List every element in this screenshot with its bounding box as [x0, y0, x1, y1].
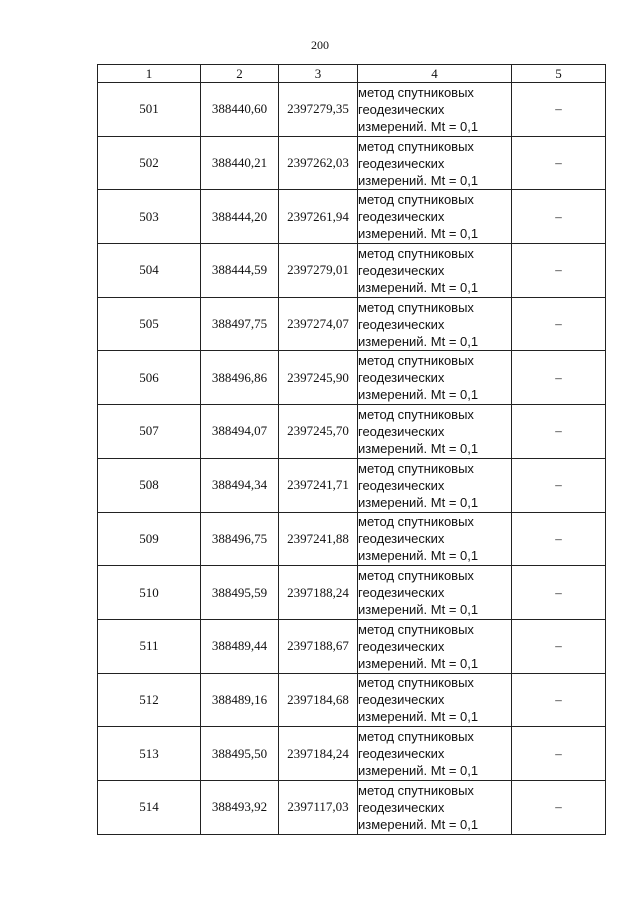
- method-cell: [358, 673, 512, 727]
- method-cell: [358, 405, 512, 459]
- method-line: геодезических: [358, 531, 445, 547]
- point-number-cell: 508: [98, 458, 201, 512]
- header-col-1: 1: [98, 65, 201, 83]
- method-cell: [358, 83, 512, 137]
- y-coordinate-cell: 2397279,01: [279, 244, 358, 298]
- method-cell: [358, 619, 512, 673]
- method-line: измерений. Mt = 0,1: [358, 709, 479, 725]
- method-line: метод спутниковых: [358, 406, 474, 422]
- x-coordinate-cell: 388494,34: [201, 458, 279, 512]
- point-number-cell: 510: [98, 566, 201, 620]
- coordinates-table: [97, 64, 606, 835]
- x-coordinate-cell: 388496,75: [201, 512, 279, 566]
- method-cell: [358, 458, 512, 512]
- method-line: измерений. Mt = 0,1: [358, 279, 479, 295]
- x-coordinate-cell: 388497,75: [201, 297, 279, 351]
- x-coordinate-cell: 388444,59: [201, 244, 279, 298]
- point-number-cell: 504: [98, 244, 201, 298]
- y-coordinate-cell: 2397245,70: [279, 405, 358, 459]
- table-row: [98, 405, 606, 459]
- method-line: измерений. Mt = 0,1: [358, 816, 479, 832]
- method-cell: [358, 512, 512, 566]
- x-coordinate-cell: 388440,60: [201, 83, 279, 137]
- method-line: метод спутниковых: [358, 84, 474, 100]
- y-coordinate-cell: 2397241,71: [279, 458, 358, 512]
- method-line: измерений. Mt = 0,1: [358, 440, 479, 456]
- point-number-cell: 506: [98, 351, 201, 405]
- method-line: измерений. Mt = 0,1: [358, 548, 479, 564]
- y-coordinate-cell: 2397184,24: [279, 727, 358, 781]
- method-line: геодезических: [358, 638, 445, 654]
- point-number-cell: 511: [98, 619, 201, 673]
- method-cell: [358, 780, 512, 834]
- x-coordinate-cell: 388496,86: [201, 351, 279, 405]
- table-row: [98, 136, 606, 190]
- method-line: геодезических: [358, 155, 445, 171]
- y-coordinate-cell: 2397245,90: [279, 351, 358, 405]
- method-line: измерений. Mt = 0,1: [358, 172, 479, 188]
- method-line: измерений. Mt = 0,1: [358, 387, 479, 403]
- point-number-cell: 513: [98, 727, 201, 781]
- dash-cell: –: [512, 727, 606, 781]
- method-line: измерений. Mt = 0,1: [358, 602, 479, 618]
- x-coordinate-cell: 388495,59: [201, 566, 279, 620]
- method-line: геодезических: [358, 423, 445, 439]
- dash-cell: –: [512, 512, 606, 566]
- method-line: метод спутниковых: [358, 460, 474, 476]
- x-coordinate-cell: 388444,20: [201, 190, 279, 244]
- table-row: [98, 780, 606, 834]
- method-line: геодезических: [358, 692, 445, 708]
- table-header-row: [98, 65, 606, 83]
- method-cell: [358, 566, 512, 620]
- y-coordinate-cell: 2397188,24: [279, 566, 358, 620]
- method-line: геодезических: [358, 262, 445, 278]
- y-coordinate-cell: 2397117,03: [279, 780, 358, 834]
- method-cell: [358, 136, 512, 190]
- point-number-cell: 509: [98, 512, 201, 566]
- method-cell: [358, 190, 512, 244]
- dash-cell: –: [512, 244, 606, 298]
- table-row: [98, 727, 606, 781]
- method-line: метод спутниковых: [358, 675, 474, 691]
- method-line: метод спутниковых: [358, 621, 474, 637]
- table-row: [98, 297, 606, 351]
- method-line: геодезических: [358, 209, 445, 225]
- header-col-3: 3: [279, 65, 358, 83]
- point-number-cell: 514: [98, 780, 201, 834]
- y-coordinate-cell: 2397188,67: [279, 619, 358, 673]
- method-line: измерений. Mt = 0,1: [358, 494, 479, 510]
- dash-cell: –: [512, 351, 606, 405]
- method-line: метод спутниковых: [358, 568, 474, 584]
- point-number-cell: 501: [98, 83, 201, 137]
- dash-cell: –: [512, 136, 606, 190]
- y-coordinate-cell: 2397279,35: [279, 83, 358, 137]
- table-row: [98, 190, 606, 244]
- y-coordinate-cell: 2397241,88: [279, 512, 358, 566]
- method-line: измерений. Mt = 0,1: [358, 226, 479, 242]
- table-row: [98, 619, 606, 673]
- method-line: метод спутниковых: [358, 353, 474, 369]
- method-line: измерений. Mt = 0,1: [358, 333, 479, 349]
- dash-cell: –: [512, 458, 606, 512]
- point-number-cell: 505: [98, 297, 201, 351]
- method-line: геодезических: [358, 746, 445, 762]
- x-coordinate-cell: 388440,21: [201, 136, 279, 190]
- x-coordinate-cell: 388494,07: [201, 405, 279, 459]
- table-row: [98, 673, 606, 727]
- dash-cell: –: [512, 297, 606, 351]
- method-line: геодезических: [358, 101, 445, 117]
- x-coordinate-cell: 388489,16: [201, 673, 279, 727]
- header-col-4: 4: [358, 65, 512, 83]
- method-line: метод спутниковых: [358, 245, 474, 261]
- method-line: измерений. Mt = 0,1: [358, 763, 479, 779]
- method-line: геодезических: [358, 370, 445, 386]
- method-line: метод спутниковых: [358, 729, 474, 745]
- dash-cell: –: [512, 673, 606, 727]
- point-number-cell: 507: [98, 405, 201, 459]
- y-coordinate-cell: 2397262,03: [279, 136, 358, 190]
- table-row: [98, 83, 606, 137]
- method-line: геодезических: [358, 316, 445, 332]
- dash-cell: –: [512, 190, 606, 244]
- method-line: геодезических: [358, 477, 445, 493]
- table-row: [98, 351, 606, 405]
- method-line: метод спутниковых: [358, 782, 474, 798]
- method-line: метод спутниковых: [358, 138, 474, 154]
- y-coordinate-cell: 2397274,07: [279, 297, 358, 351]
- method-line: метод спутниковых: [358, 299, 474, 315]
- table-row: [98, 512, 606, 566]
- header-col-5: 5: [512, 65, 606, 83]
- point-number-cell: 502: [98, 136, 201, 190]
- method-line: геодезических: [358, 799, 445, 815]
- y-coordinate-cell: 2397261,94: [279, 190, 358, 244]
- header-col-2: 2: [201, 65, 279, 83]
- page-number: 200: [311, 38, 329, 52]
- method-cell: [358, 297, 512, 351]
- method-cell: [358, 244, 512, 298]
- method-line: метод спутниковых: [358, 192, 474, 208]
- dash-cell: –: [512, 405, 606, 459]
- table-row: [98, 458, 606, 512]
- dash-cell: –: [512, 780, 606, 834]
- table-row: [98, 244, 606, 298]
- table-row: [98, 566, 606, 620]
- dash-cell: –: [512, 619, 606, 673]
- point-number-cell: 512: [98, 673, 201, 727]
- x-coordinate-cell: 388489,44: [201, 619, 279, 673]
- dash-cell: –: [512, 83, 606, 137]
- point-number-cell: 503: [98, 190, 201, 244]
- method-line: геодезических: [358, 585, 445, 601]
- method-line: метод спутниковых: [358, 514, 474, 530]
- y-coordinate-cell: 2397184,68: [279, 673, 358, 727]
- dash-cell: –: [512, 566, 606, 620]
- x-coordinate-cell: 388493,92: [201, 780, 279, 834]
- method-line: измерений. Mt = 0,1: [358, 118, 479, 134]
- method-cell: [358, 727, 512, 781]
- method-line: измерений. Mt = 0,1: [358, 655, 479, 671]
- method-cell: [358, 351, 512, 405]
- x-coordinate-cell: 388495,50: [201, 727, 279, 781]
